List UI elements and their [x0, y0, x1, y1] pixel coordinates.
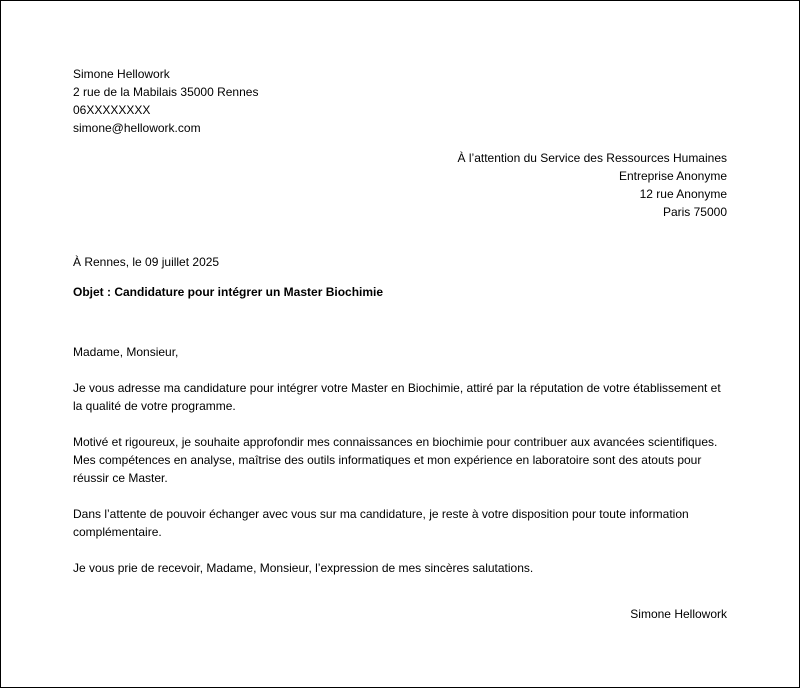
recipient-city: Paris 75000	[662, 205, 727, 219]
subject-line: Objet : Candidature pour intégrer un Master Biochimie	[73, 285, 384, 299]
sender-name: Simone Hellowork	[73, 67, 170, 81]
date-line: À Rennes, le 09 juillet 2025	[73, 255, 220, 269]
closing-paragraph: Je vous prie de recevoir, Madame, Monsieur, l’expression de mes sincères salutations.	[73, 561, 534, 575]
body-paragraph: Motivé et rigoureux, je souhaite approfondir mes connaissances en biochimie pour contribuer aux avancées scientifiques. Mes compétences en analyse, maîtrise des outils informatiques et mon expérience en laboratoire sont des atouts pour réussir ce Master.	[73, 435, 718, 485]
sender-email: simone@hellowork.com	[73, 121, 201, 135]
letter-body	[73, 343, 733, 595]
recipient-street: 12 rue Anonyme	[639, 187, 727, 201]
signature: Simone Hellowork	[630, 607, 727, 621]
sender-phone: 06XXXXXXXX	[73, 103, 151, 117]
greeting: Madame, Monsieur,	[73, 345, 179, 359]
body-paragraph: Dans l’attente de pouvoir échanger avec vous sur ma candidature, je reste à votre disposition pour toute information complémentaire.	[73, 507, 689, 539]
sender-address: 2 rue de la Mabilais 35000 Rennes	[73, 85, 259, 99]
body-paragraph: Je vous adresse ma candidature pour intégrer votre Master en Biochimie, attiré par la réputation de votre établissement et la qualité de votre programme.	[73, 381, 721, 413]
sender-block	[73, 65, 258, 137]
recipient-attention: À l’attention du Service des Ressources Humaines	[457, 151, 727, 165]
recipient-block	[458, 149, 727, 221]
recipient-company: Entreprise Anonyme	[618, 169, 727, 183]
